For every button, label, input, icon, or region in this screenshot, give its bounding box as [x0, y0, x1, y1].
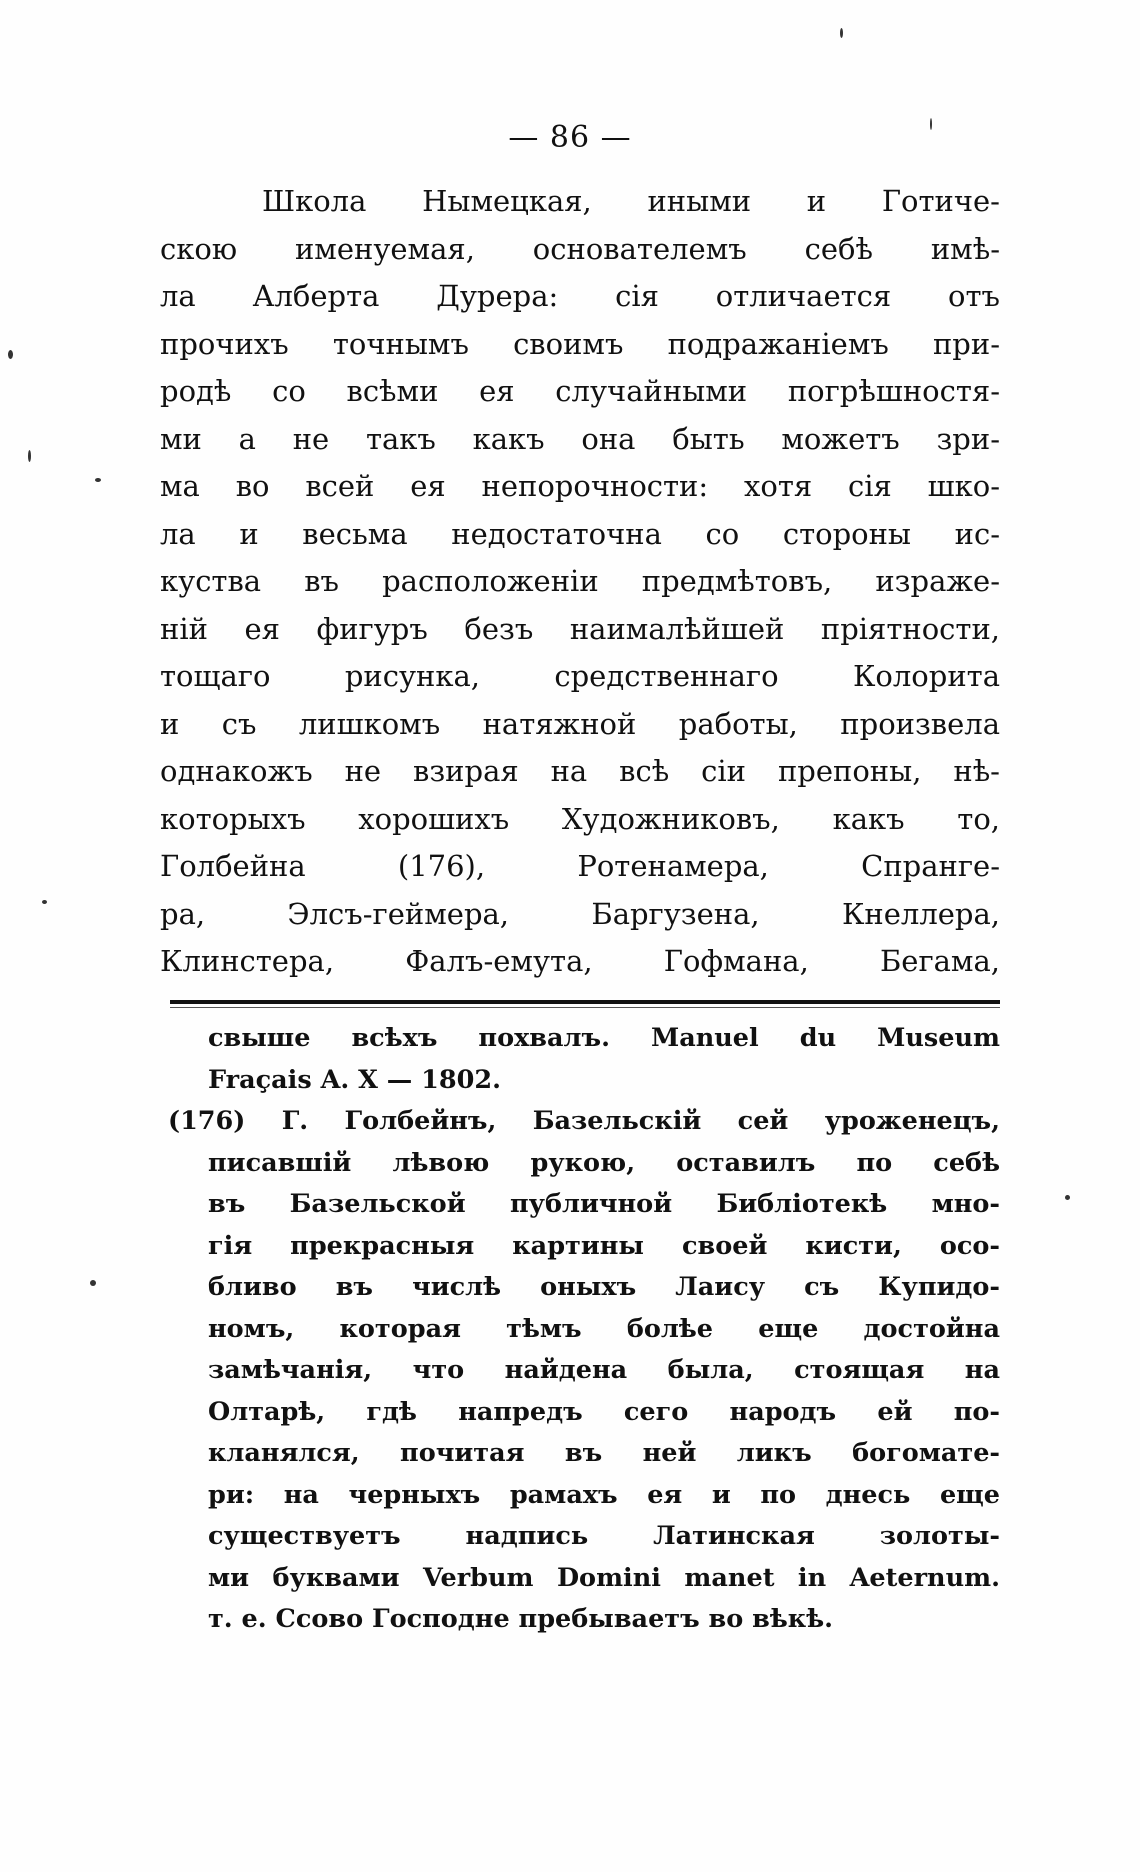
text-line: и съ лишкомъ натяжной работы, произвела — [160, 706, 1000, 741]
footnote-line: гія прекрасныя картины своей кисти, осо- — [208, 1230, 1000, 1261]
footnote-line: (176) Г. Голбейнъ, Базельскій сей уроженецъ, — [168, 1106, 1000, 1136]
text-line: прочихъ точнымъ своимъ подражаніемъ при- — [160, 326, 1000, 361]
main-paragraph — [160, 178, 1000, 986]
speck — [28, 450, 31, 462]
speck — [1065, 1195, 1070, 1200]
speck — [95, 478, 101, 482]
footnote-line: писавшій лѣвою рукою, оставилъ по себѣ — [208, 1147, 1000, 1178]
text-line: ла и весьма недостаточна со стороны ис- — [160, 516, 1000, 551]
text-line: ма во всей ея непорочности: хотя сія шко- — [160, 469, 1000, 503]
speck — [8, 350, 13, 359]
text-line: ра, Элсъ-геймера, Баргузена, Кнеллера, — [160, 896, 1000, 931]
text-line: Клинстера, Фалъ-емута, Гофмана, Бегама, — [160, 944, 1000, 978]
text-line: родѣ со всѣми ея случайными погрѣшностя- — [160, 374, 1000, 408]
text-line: ла Алберта Дурера: сія отличается отъ — [160, 279, 1000, 313]
text-line: ми а не такъ какъ она быть можетъ зри- — [160, 421, 1000, 456]
footnote-line: бливо въ числѣ оныхъ Лаису съ Купидо- — [208, 1272, 1000, 1302]
footnote-line: Олтарѣ, гдѣ напредъ сего народъ ей по- — [208, 1396, 1000, 1427]
footnote-line: ри: на черныхъ рамахъ ея и по днесь еще — [208, 1479, 1000, 1510]
text-line: которыхъ хорошихъ Художниковъ, какъ то, — [160, 801, 1000, 836]
footnote-line: номъ, которая тѣмъ болѣе еще достойна — [208, 1313, 1000, 1344]
footnote-line: Fraçais A. X — 1802. — [208, 1064, 502, 1095]
speck — [930, 118, 932, 130]
text-line: тощаго рисунка, средственнаго Колорита — [160, 659, 1000, 693]
speck — [90, 1280, 96, 1286]
text-line: скою именуемая, основателемъ себѣ имѣ- — [160, 231, 1000, 266]
speck — [840, 28, 843, 38]
page-number: — 86 — — [508, 120, 632, 155]
footnote-line: кланялся, почитая въ ней ликъ богомате- — [208, 1438, 1000, 1468]
footnote-line: существуетъ надпись Латинская золоты- — [208, 1521, 1000, 1551]
speck — [42, 900, 47, 904]
footnote-line: ми буквами Verbum Domini manet in Aeternum. — [208, 1562, 1000, 1593]
footnote-separator-rule — [170, 1000, 1000, 1004]
text-line: куства въ расположеніи предмѣтовъ, израже- — [160, 564, 1000, 598]
footnotes — [168, 1018, 1000, 1641]
text-line: Школа Нымецкая, иными и Готиче- — [262, 184, 1000, 218]
footnote-line: замѣчанія, что найдена была, стоящая на — [208, 1355, 1000, 1385]
text-line: ній ея фигуръ безъ наималѣйшей пріятности, — [160, 611, 1000, 646]
footnote-line: въ Базельской публичной Библіотекѣ мно- — [208, 1189, 1000, 1219]
text-line: Голбейна (176), Ротенамера, Спранге- — [160, 849, 1000, 883]
footnote-line: т. е. Ссово Господне пребываетъ во вѣкѣ. — [208, 1604, 834, 1634]
text-line: однакожъ не взирая на всѣ сіи препоны, нѣ- — [160, 754, 1000, 788]
footnote-line: свыше всѣхъ похвалъ. Manuel du Museum — [208, 1023, 1000, 1053]
footnote-separator-thin-rule — [170, 1007, 1000, 1008]
